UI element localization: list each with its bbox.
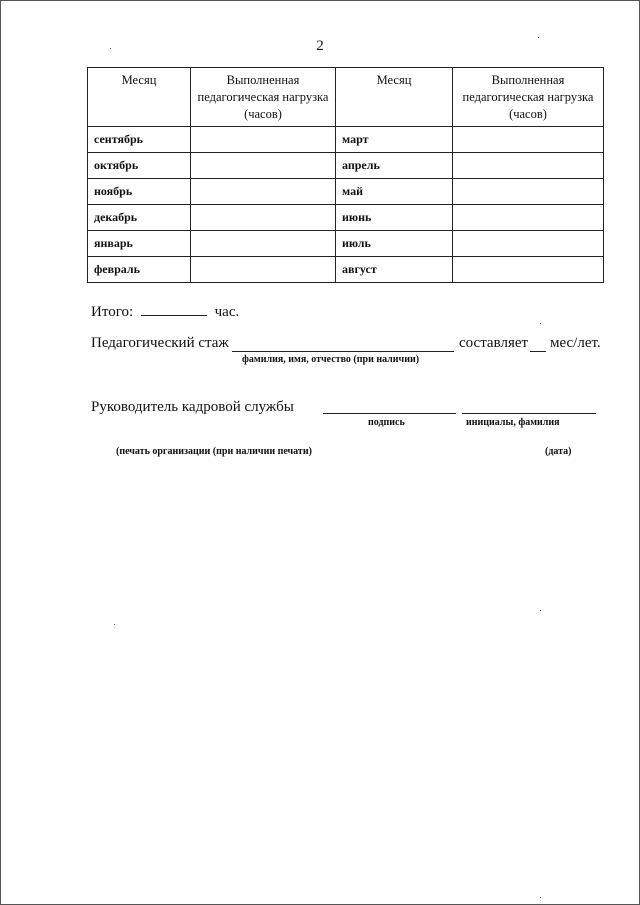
scan-speck [540, 610, 541, 611]
scan-speck [110, 48, 111, 49]
experience-amount-field[interactable] [530, 351, 546, 352]
month-cell: апрель [336, 153, 453, 179]
initials-hint: инициалы, фамилия [466, 417, 560, 428]
header-load-2: Выполненная педагогическая нагрузка (часов) [453, 68, 604, 127]
table-row [88, 205, 604, 231]
table-row [88, 257, 604, 283]
month-cell: февраль [88, 257, 191, 283]
load-cell[interactable] [453, 127, 604, 153]
load-cell[interactable] [453, 179, 604, 205]
stamp-hint: (печать организации (при наличии печати) [116, 446, 312, 457]
table-row [88, 231, 604, 257]
scan-speck [540, 323, 541, 324]
experience-unit: мес/лет. [550, 335, 601, 351]
month-cell: июнь [336, 205, 453, 231]
head-hr-label: Руководитель кадровой службы [91, 399, 294, 415]
header-month-2: Месяц [336, 68, 453, 127]
date-hint: (дата) [545, 446, 572, 457]
load-cell[interactable] [191, 231, 336, 257]
scan-speck [538, 37, 539, 38]
load-cell[interactable] [191, 205, 336, 231]
load-cell[interactable] [191, 127, 336, 153]
month-cell: сентябрь [88, 127, 191, 153]
month-cell: декабрь [88, 205, 191, 231]
header-month-1: Месяц [88, 68, 191, 127]
load-cell[interactable] [453, 205, 604, 231]
load-cell[interactable] [191, 153, 336, 179]
experience-name-field[interactable] [232, 351, 454, 352]
scan-speck [540, 897, 541, 898]
page-number: 2 [316, 38, 324, 54]
month-cell: январь [88, 231, 191, 257]
month-cell: август [336, 257, 453, 283]
experience-label: Педагогический стаж [91, 335, 229, 351]
month-cell: ноябрь [88, 179, 191, 205]
total-label: Итого: [91, 304, 134, 320]
table-header-row [88, 68, 604, 127]
month-cell: октябрь [88, 153, 191, 179]
total-unit: час. [214, 304, 240, 320]
experience-hint: фамилия, имя, отчество (при наличии) [242, 354, 420, 365]
initials-field[interactable] [462, 413, 596, 414]
total-field[interactable] [141, 301, 207, 316]
table-row [88, 127, 604, 153]
scan-speck [114, 624, 115, 625]
signature-hint: подпись [368, 417, 405, 428]
total-line [91, 301, 239, 321]
month-cell: май [336, 179, 453, 205]
table-row [88, 179, 604, 205]
month-cell: июль [336, 231, 453, 257]
load-cell[interactable] [453, 231, 604, 257]
load-cell[interactable] [191, 179, 336, 205]
header-load-1: Выполненная педагогическая нагрузка (часов) [191, 68, 336, 127]
signature-field[interactable] [323, 413, 456, 414]
load-cell[interactable] [191, 257, 336, 283]
experience-suffix: составляет [459, 335, 529, 351]
month-cell: март [336, 127, 453, 153]
workload-table [87, 67, 604, 283]
table-row [88, 153, 604, 179]
load-cell[interactable] [453, 257, 604, 283]
load-cell[interactable] [453, 153, 604, 179]
